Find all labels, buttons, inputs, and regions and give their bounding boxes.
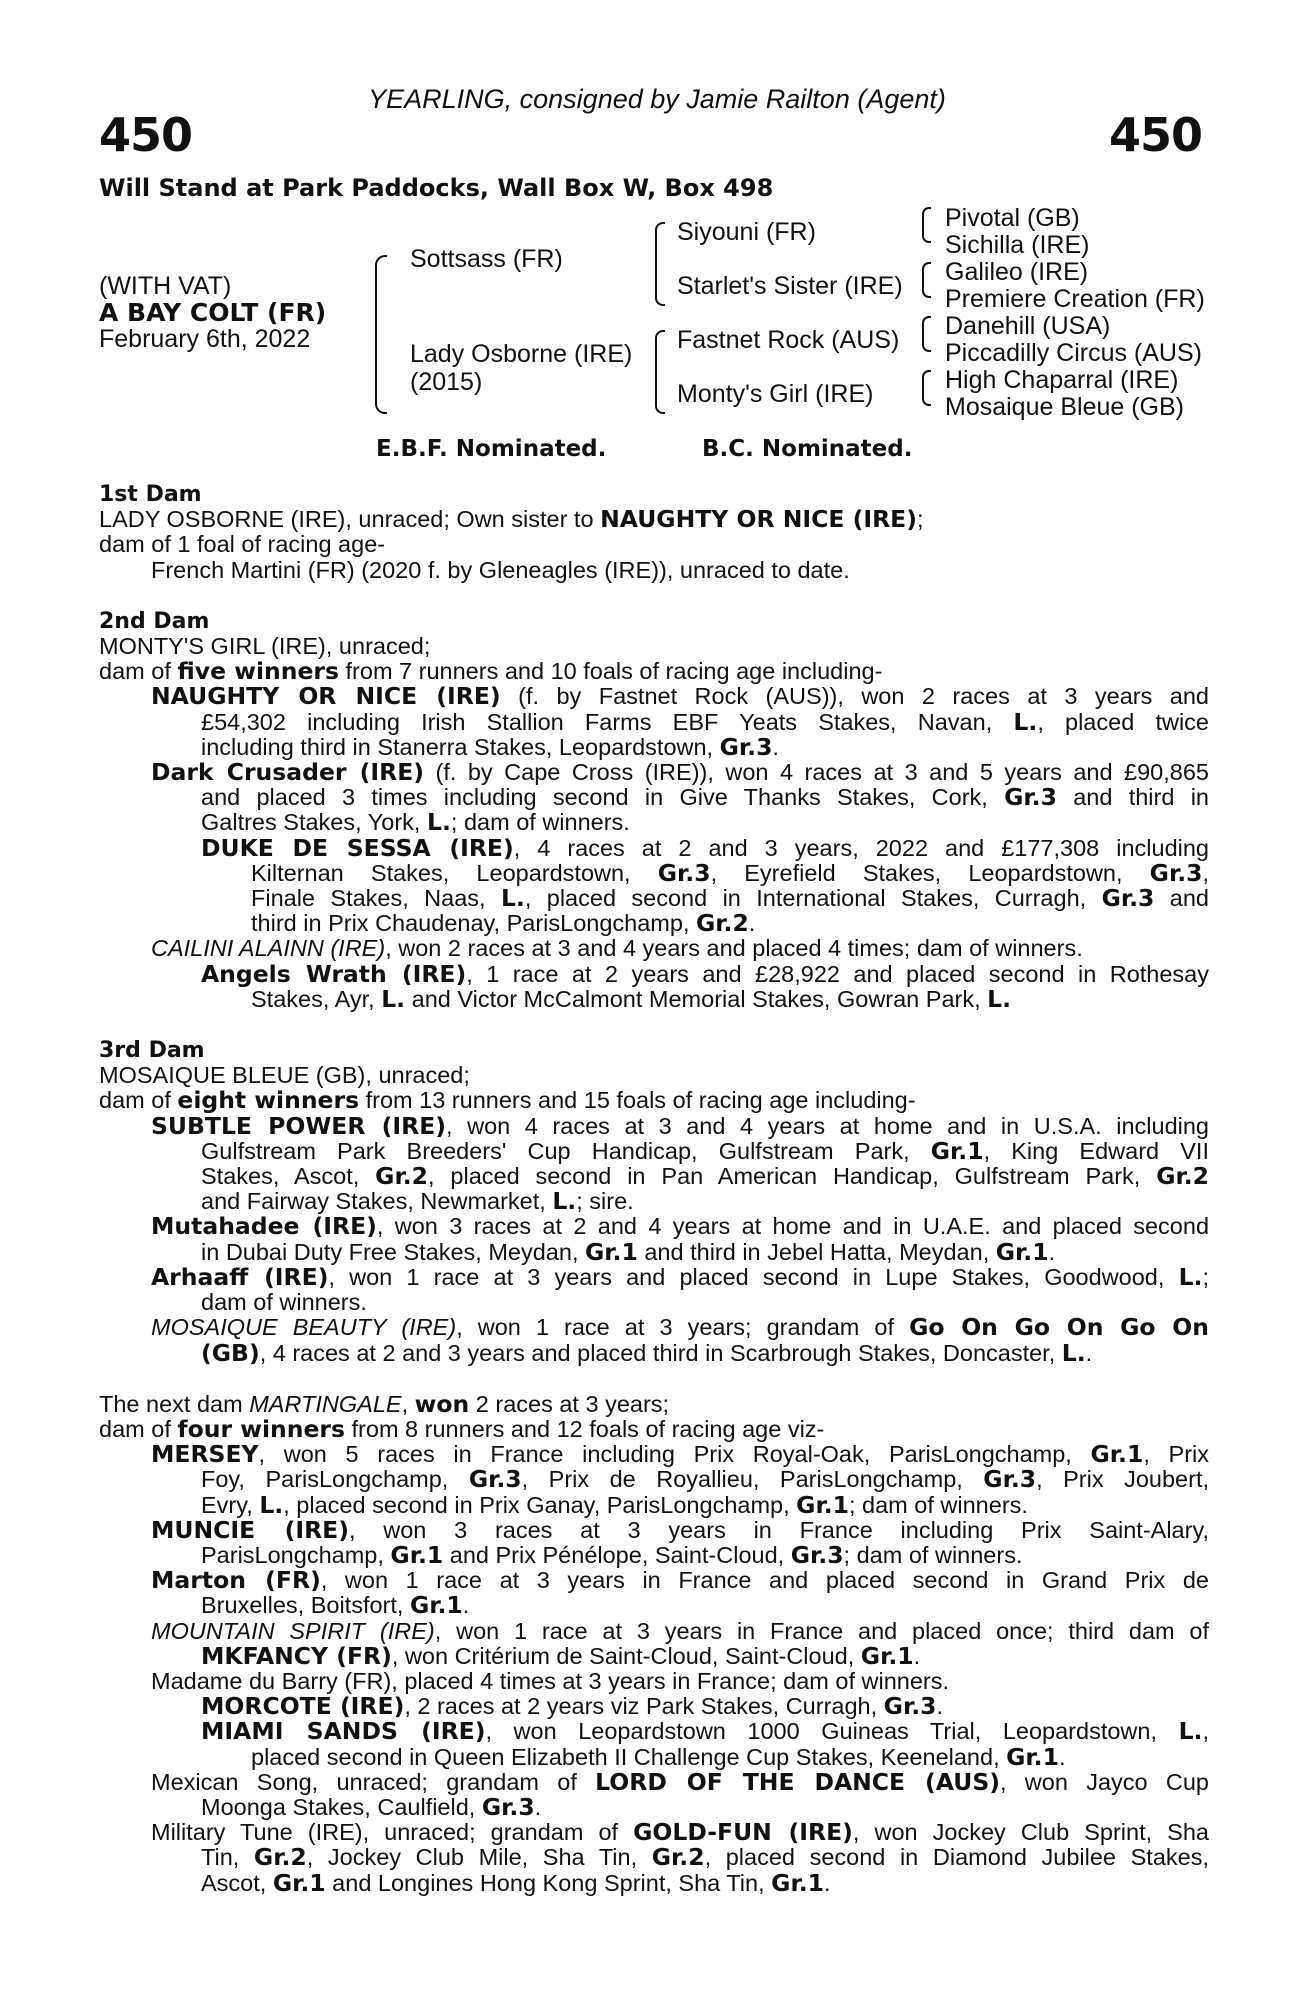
- first-dam-foal: French Martini (FR) (2020 f. by Gleneagles (IRE)), unraced to date.: [151, 556, 850, 583]
- morcote-entry: MORCOTE (IRE), 2 races at 2 years viz Park Stakes, Curragh, Gr.3.: [201, 1692, 944, 1721]
- gg-premiere-creation: Premiere Creation (FR): [945, 285, 1205, 313]
- gg-mosaique-bleue: Mosaique Bleue (GB): [945, 393, 1185, 421]
- third-dam-line: MOSAIQUE BLEUE (GB), unraced;: [99, 1062, 470, 1089]
- military-tune-entry: Military Tune (IRE), unraced; grandam of GOLD-FUN (IRE), won Jockey Club Sprint, Sha: [151, 1818, 1209, 1847]
- duke-de-sessa-entry: DUKE DE SESSA (IRE), 4 races at 2 and 3 years, 2022 and £177,308 including: [201, 833, 1209, 862]
- naughty-or-nice-entry: NAUGHTY OR NICE (IRE) (f. by Fastnet Rock (AUS)), won 2 races at 3 years and: [151, 682, 1210, 711]
- bc-nomination: B.C. Nominated.: [702, 436, 913, 462]
- pedigree-brace-gg1: [922, 207, 931, 243]
- sire-dam-name: Starlet's Sister (IRE): [677, 272, 903, 300]
- miami-sands-entry: MIAMI SANDS (IRE), won Leopardstown 1000 Guineas Trial, Leopardstown, L.,: [201, 1717, 1209, 1746]
- gg-high-chaparral: High Chaparral (IRE): [945, 366, 1179, 394]
- lot-number-right: 450: [1108, 108, 1202, 162]
- third-dam-produce-line: dam of eight winners from 13 runners and 15 foals of racing age including-: [99, 1086, 916, 1115]
- mosaique-beauty-entry: MOSAIQUE BEAUTY (IRE), won 1 race at 3 years; grandam of Go On Go On Go On: [151, 1313, 1209, 1342]
- third-dam-section: 3rd Dam MOSAIQUE BLEUE (GB), unraced; dam of eight winners from 13 runners and 15 foals of racing age including- SUBTLE POWER (IRE), won 4 races at 3 and 4 years at home and in U.S.A. including Gulfstream Park Breeders' Cup Handicap, Gulfstream Park, Gr.1, King Edward VII Stakes, Ascot, Gr.2, placed second in Pan American Handicap, Gulfstream Park, Gr.2 and Fairway Stakes, Newmarket, L.; sire. Mutahadee (IRE), won 3 races at 2 and 4 years at home and in U.A.E. and placed second in Dubai Duty Free Stakes, Meydan, Gr.1 and third in Jebel Hatta, Meydan, Gr.1. Arhaaff (IRE), won 1 race at 3 years and placed second in Lupe Stakes, Goodwood, L.; dam of winners. MOSAIQUE BEAUTY (IRE), won 1 race at 3 years; grandam of Go On Go On Go On (GB), 4 races at 2 and 3 years and placed third in Scarbrough Stakes, Doncaster, L..: [99, 1038, 1210, 1367]
- next-dam-section: The next dam MARTINGALE, won 2 races at 3 years; dam of four winners from 8 runners and 12 foals of racing age viz- MERSEY, won 5 races in France including Prix Royal-Oak, ParisLongchamp, Gr.1, Prix Foy, ParisLongchamp, Gr.3, Prix de Royallieu, ParisLongchamp, Gr.3, Prix Joubert, Evry, L., placed second in Prix Ganay, ParisLongchamp, Gr.1; dam of winners. MUNCIE (IRE), won 3 races at 3 years in France including Prix Saint-Alary, ParisLongchamp, Gr.1 and Prix Pénélope, Saint-Cloud, Gr.3; dam of winners. Marton (FR), won 1 race at 3 years in France and placed second in Grand Prix de Bruxelles, Boitsfort, Gr.1. MOUNTAIN SPIRIT (IRE), won 1 race at 3 years in France and placed once; third dam of MKFANCY (FR), won Critérium de Saint-Cloud, Saint-Cloud, Gr.1. Madame du Barry (FR), placed 4 times at 3 years in France; dam of winners. MORCOTE (IRE), 2 races at 2 years viz Park Stakes, Curragh, Gr.3. MIAMI SANDS (IRE), won Leopardstown 1000 Guineas Trial, Leopardstown, L., placed second in Queen Elizabeth II Challenge Cup Stakes, Keeneland, Gr.1. Mexican Song, unraced; grandam of LORD OF THE DANCE (AUS), won Jayco Cup Moonga Stakes, Caulfield, Gr.3. Military Tune (IRE), unraced; grandam of GOLD-FUN (IRE), won Jockey Club Sprint, Sha Tin, Gr.2, Jockey Club Mile, Sha Tin, Gr.2, placed second in Diamond Jubilee Stakes, Ascot, Gr.1 and Longines Hong Kong Sprint, Sha Tin, Gr.1.: [99, 1389, 1210, 1897]
- foaling-date: February 6th, 2022: [99, 325, 311, 353]
- pedigree-brace-gg2: [922, 262, 931, 298]
- mutahadee-entry: Mutahadee (IRE), won 3 races at 2 and 4 years at home and in U.A.E. and placed second: [151, 1212, 1210, 1241]
- gg-sichilla: Sichilla (IRE): [945, 231, 1090, 259]
- consignment-line: YEARLING, consigned by Jamie Railton (Agent): [368, 84, 946, 114]
- first-dam-line: LADY OSBORNE (IRE), unraced; Own sister to NAUGHTY OR NICE (IRE);: [99, 505, 924, 534]
- horse-name: A BAY COLT (FR): [99, 298, 327, 327]
- subtle-power-entry: SUBTLE POWER (IRE), won 4 races at 3 and 4 years at home and in U.S.A. including: [151, 1111, 1209, 1140]
- second-dam-produce-line: dam of five winners from 7 runners and 10 foals of racing age including-: [99, 657, 883, 686]
- dark-crusader-entry: Dark Crusader (IRE) (f. by Cape Cross (IRE)), won 4 races at 3 and 5 years and £90,865: [151, 758, 1209, 787]
- pedigree-brace-gg4: [922, 370, 931, 406]
- gg-pivotal: Pivotal (GB): [945, 204, 1080, 232]
- marton-entry: Marton (FR), won 1 race at 3 years in France and placed second in Grand Prix de: [151, 1566, 1209, 1595]
- second-dam-heading: 2nd Dam: [99, 608, 210, 634]
- cailini-alainn-entry: CAILINI ALAINN (IRE), won 2 races at 3 and 4 years and placed 4 times; dam of winners.: [151, 935, 1083, 962]
- arhaaff-entry: Arhaaff (IRE), won 1 race at 3 years and placed second in Lupe Stakes, Goodwood, L.;: [151, 1262, 1209, 1291]
- lot-number-left: 450: [99, 108, 193, 162]
- second-dam-section: 2nd Dam MONTY'S GIRL (IRE), unraced; dam of five winners from 7 runners and 10 foals of racing age including- NAUGHTY OR NICE (IRE) (f. by Fastnet Rock (AUS)), won 2 races at 3 years and £54,302 including Irish Stallion Farms EBF Yeats Stakes, Navan, L., placed twice including third in Stanerra Stakes, Leopardstown, Gr.3. Dark Crusader (IRE) (f. by Cape Cross (IRE)), won 4 races at 3 and 5 years and £90,865 and placed 3 times including second in Give Thanks Stakes, Cork, Gr.3 and third in Galtres Stakes, York, L.; dam of winners. DUKE DE SESSA (IRE), 4 races at 2 and 3 years, 2022 and £177,308 including Kilternan Stakes, Leopardstown, Gr.3, Eyrefield Stakes, Leopardstown, Gr.3, Finale Stakes, Naas, L., placed second in International Stakes, Curragh, Gr.3 and third in Prix Chaudenay, ParisLongchamp, Gr.2. CAILINI ALAINN (IRE), won 2 races at 3 and 4 years and placed 4 times; dam of winners. Angels Wrath (IRE), 1 race at 2 years and £28,922 and placed second in Rothesay Stakes, Ayr, L. and Victor McCalmont Memorial Stakes, Gowran Park, L.: [99, 608, 1210, 1013]
- pedigree-notes: [99, 482, 1209, 1896]
- gg-danehill: Danehill (USA): [945, 312, 1111, 340]
- first-dam-heading: 1st Dam: [99, 482, 202, 507]
- gg-piccadilly-circus: Piccadilly Circus (AUS): [945, 339, 1202, 367]
- first-dam-section: [99, 482, 1209, 583]
- sire-sire-name: Siyouni (FR): [677, 218, 816, 246]
- madame-du-barry-entry: Madame du Barry (FR), placed 4 times at 3 years in France; dam of winners.: [151, 1667, 950, 1694]
- second-dam-line: MONTY'S GIRL (IRE), unraced;: [99, 633, 431, 660]
- stand-info: Will Stand at Park Paddocks, Wall Box W, Box 498: [99, 174, 774, 202]
- dam-dam-name: Monty's Girl (IRE): [677, 380, 874, 408]
- vat-note: (WITH VAT): [99, 272, 232, 300]
- sire-name: Sottsass (FR): [410, 245, 563, 273]
- next-dam-produce-line: dam of four winners from 8 runners and 12 foals of racing age viz-: [99, 1414, 825, 1443]
- pedigree-brace-sire: [655, 222, 665, 306]
- muncie-entry: MUNCIE (IRE), won 3 races at 3 years in France including Prix Saint-Alary,: [151, 1515, 1209, 1544]
- angels-wrath-entry: Angels Wrath (IRE), 1 race at 2 years and £28,922 and placed second in Rothesay: [201, 959, 1209, 988]
- next-dam-line: The next dam MARTINGALE, won 2 races at 3 years;: [99, 1389, 670, 1418]
- dam-sire-name: Fastnet Rock (AUS): [677, 326, 900, 354]
- mountain-spirit-entry: MOUNTAIN SPIRIT (IRE), won 1 race at 3 years in France and placed once; third dam of: [151, 1617, 1210, 1644]
- ebf-nomination: E.B.F. Nominated.: [376, 436, 607, 462]
- dam-name: Lady Osborne (IRE): [410, 340, 633, 368]
- first-dam-produce-line: dam of 1 foal of racing age-: [99, 531, 386, 558]
- mersey-entry: MERSEY, won 5 races in France including Prix Royal-Oak, ParisLongchamp, Gr.1, Prix: [151, 1440, 1210, 1469]
- dam-year: (2015): [410, 368, 483, 396]
- third-dam-heading: 3rd Dam: [99, 1038, 205, 1064]
- pedigree-brace-gg3: [922, 316, 931, 352]
- pedigree-brace-main: [375, 255, 387, 414]
- pedigree-brace-dam: [655, 330, 665, 414]
- mexican-song-entry: Mexican Song, unraced; grandam of LORD OF THE DANCE (AUS), won Jayco Cup: [151, 1767, 1209, 1796]
- gg-galileo: Galileo (IRE): [945, 258, 1089, 286]
